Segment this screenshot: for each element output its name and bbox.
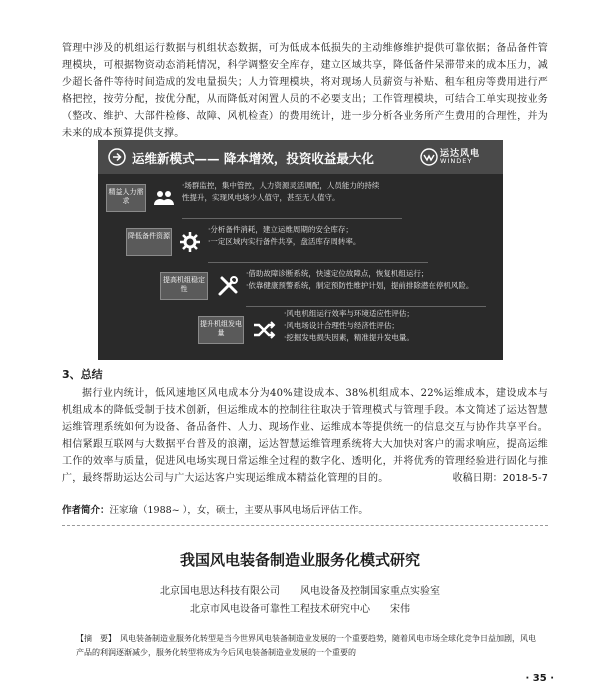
row-line: ·风电机组运行效率与环境适应性评估； — [284, 309, 414, 318]
row-line: ·依靠健康预警系统，制定预防性维护计划，提前排除潜在停机风险。 — [246, 281, 474, 290]
row-badge: 降低备件资源 — [126, 228, 172, 256]
row-text — [284, 308, 414, 344]
row-badge: 提升机组发电量 — [198, 316, 244, 344]
row-badge: 提高机组稳定性 — [160, 272, 208, 300]
figure-row — [98, 308, 503, 352]
row-text — [208, 224, 360, 248]
row-line: ·挖掘发电损失因素，精准提升发电量。 — [284, 333, 414, 342]
abstract: 【摘 要】 风电装备制造业服务化转型是当今世界风电装备制造业发展的一个重要趋势，随着风电市场全球化竞争日益加剧，风电产品的利润逐渐减少，服务化转型将成为今后风电装备制造业发展的一个重要的 — [76, 634, 536, 657]
row-line: ·风电场设计合理性与经济性评估； — [284, 321, 399, 330]
windey-logo-mark-icon — [420, 148, 438, 166]
page-number: · 35 · — [525, 673, 554, 684]
row-line: ·分析备件消耗，建立运维周期的安全库存； — [208, 225, 353, 234]
row-divider — [246, 306, 486, 307]
row-line: ·一定区域内实行备件共享，盘活库存周转率。 — [208, 237, 361, 246]
article-title: 我国风电装备制造业服务化模式研究 — [179, 551, 420, 569]
gear-icon — [178, 230, 202, 254]
figure-row — [98, 264, 503, 308]
section-heading: 3、总结 — [62, 368, 103, 381]
windey-logo — [420, 146, 496, 168]
row-text — [182, 180, 379, 204]
people-icon — [152, 186, 176, 210]
summary-paragraph: 据行业内统计，低风速地区风电成本分为40%建设成本、38%机组成本、22%运维成本，建设成本与机组成本的降低受制于技术创新，但运维成本的控制往往取决于管理模式与管理手段。本文简述了运达智慧运维管理系统如何为设备、备品备件、人力、现场作业、运维成本等提供统一的信息交互与协作共享平台。相信紧跟互联网与大数据平台普及的浪潮，运达智慧运维管理系统将大大加快对客户的需求响应，提高运维工作的效率与质量，促进风电场实现日常运维全过程的数字化、透明化，并将优秀的管理经验进行固化与推广，最终帮助运达公司与广大运达客户实现运维成本精益化管理的目的。 — [62, 388, 548, 484]
section-separator — [62, 525, 548, 526]
logo-chinese-text: 运达风电 — [440, 149, 481, 159]
author-text: 汪家瑜（1988~ ），女，硕士，主要从事风电场后评估工作。 — [109, 505, 368, 516]
circle-arrow-icon — [108, 148, 126, 166]
logo-english-text: WINDEY — [440, 157, 473, 165]
row-divider — [208, 262, 428, 263]
shuffle-icon — [252, 318, 276, 342]
author-label: 作者简介： — [62, 505, 110, 516]
figure-header — [98, 140, 503, 174]
row-text — [246, 268, 473, 292]
affiliation-line: 北京市风电设备可靠性工程技术研究中心 宋伟 — [190, 604, 410, 615]
figure-title: 运维新模式—— 降本增效，投资收益最大化 — [132, 151, 374, 166]
author-bio — [62, 502, 548, 516]
operations-mode-figure — [98, 140, 503, 360]
row-line: ·借助故障诊断系统，快速定位故障点，恢复机组运行； — [246, 269, 429, 278]
received-date: 收稿日期：2018-5-7 — [452, 473, 548, 484]
row-divider — [182, 218, 402, 219]
figure-row — [98, 176, 503, 220]
figure-row — [98, 220, 503, 264]
tools-icon — [216, 274, 240, 298]
body-paragraph: 管理中涉及的机组运行数据与机组状态数据，可为低成本低损失的主动维修维护提供可靠依据；备品备件管理模块，可根据物资动态消耗情况，科学调整安全库存，建立区域共享，降低备件呆滞带来的成本压力，减少超长备件等待时间造成的发电量损失；人力管理模块，将对现场人员薪资与补贴、租车租房等费用进行严格把控，按劳分配，按优分配，从而降低对闲置人员的不必要支出；工作管理模块，可结合工单实现按业务（整改、维护、大部件检修、故障、风机检查）的费用统计，进一步分析各业务所产生费用的合理性，并为未来的成本预算提供支撑。 — [62, 43, 548, 139]
row-line: 性提升，实现风电场少人值守，甚至无人值守。 — [182, 193, 340, 202]
row-badge: 精益人力需求 — [106, 184, 146, 212]
affiliation-line: 北京国电思达科技有限公司 风电设备及控制国家重点实验室 — [160, 586, 440, 597]
row-line: ·场群监控，集中管控，人力资源灵活调配，人员能力的持续 — [182, 181, 380, 190]
